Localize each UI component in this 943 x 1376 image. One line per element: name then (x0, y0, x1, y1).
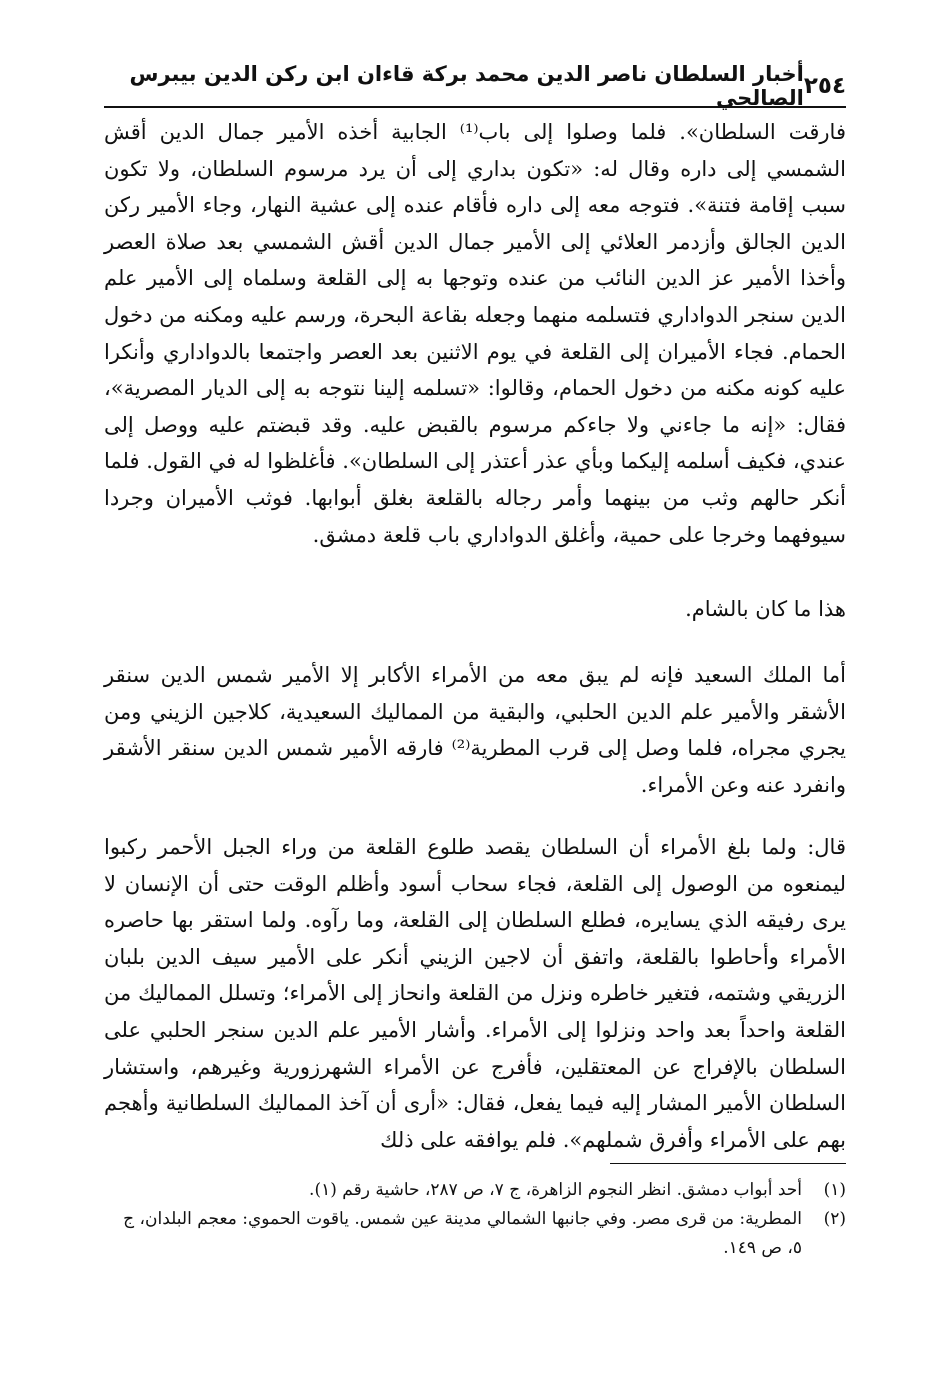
footnote (104, 1205, 846, 1263)
footnotes (104, 1176, 846, 1263)
footnote-marker: (٢) (823, 1209, 846, 1229)
running-header (104, 62, 846, 110)
footnote-separator (610, 1163, 846, 1164)
paragraph: هذا ما كان بالشام. (685, 597, 846, 621)
running-title: أخبار السلطان ناصر الدين محمد بركة قاءان ابن ركن الدين بيبرس الصالحي (129, 62, 804, 110)
paragraph: أما الملك السعيد فإنه لم يبق معه من الأمراء الأكابر إلا الأمير شمس الدين سنقر الأشقر والأمير علم الدين الحلبي، والبقية من المماليك السعيدية، كلاجين الزيني ومن يجري مجراه، فلما وصل إلى قرب المطرية⁽²⁾ فارقه الأمير شمس الدين سنقر الأشقر وانفرد عنه وعن الأمراء. (104, 663, 846, 797)
footnote-marker: (١) (823, 1180, 846, 1200)
body-text (104, 114, 846, 1158)
footnote (104, 1176, 846, 1205)
footnote-text: أحد أبواب دمشق. انظر النجوم الزاهرة، ج ٧، ص ٢٨٧، حاشية رقم (١). (309, 1180, 802, 1200)
paragraph: قال: ولما بلغ الأمراء أن السلطان يقصد طلوع القلعة من وراء الجبل الأحمر ركبوا ليمنعوه من الوصول إلى القلعة، فجاء سحاب أسود وأظلم الوقت حتى أن الإنسان لا يرى رفيقه الذي يسايره، فطلع السلطان إلى القلعة، وما رآوه. ولما استقر بها حاصره الأمراء وأحاطوا بالقلعة، واتفق أن لاجين الزيني أنكر على الأمير سيف الدين بلبان الزريقي وشتمه، فتغير خاطره ونزل من القلعة وانحاز إلى الأمراء؛ وتسلل المماليك من القلعة واحداً بعد واحد ونزلوا إلى الأمراء. وأشار الأمير علم الدين سنجر الحلبي على السلطان بالإفراج عن المعتقلين، فأفرج عن الأمراء الشهرزورية وغيرهم، واستشار السلطان الأمير المشار إليه فيما يفعل، فقال: «أرى أن آخذ المماليك السلطانية وأهجم بهم على الأمراء وأفرق شملهم». فلم يوافقه على ذلك (104, 835, 846, 1152)
page-number: ٢٥٤ (803, 73, 846, 99)
paragraph: فارقت السلطان». فلما وصلوا إلى باب⁽¹⁾ الجابية أخذه الأمير جمال الدين أقش الشمسي إلى داره وقال له: «تكون بداري إلى أن يرد مرسوم السلطان، ولا تكون سبب إقامة فتنة». فتوجه معه إلى داره فأقام عنده إلى عشية النهار، وجاء الأمير ركن الدين الجالق وأزدمر العلائي إلى الأمير جمال الدين أقش الشمسي بعد صلاة العصر وأخذا الأمير عز الدين النائب من عنده وتوجها به إلى القلعة وسلماه إلى الأمير علم الدين سنجر الدواداري فتسلمه منهما وجعله بقاعة البحرة، ورسم عليه ومكنه من دخول الحمام. فجاء الأميران إلى القلعة في يوم الاثنين بعد العصر واجتمعا بالدواداري وأنكرا عليه كونه مكنه من دخول الحمام، وقالوا: «تسلمه إلينا نتوجه به إلى الديار المصرية»، فقال: «إنه ما جاءني ولا جاءكم مرسوم بالقبض عليه. وقد قبضتم عليه ووصل إلى عندي، فكيف أسلمه إليكما وبأي عذر أعتذر إلى السلطان». فأغلظوا له في القول. فلما أنكر حالهم وثب من بينهما وأمر رجاله بالقلعة بغلق أبوابها. فوثب الأميران وجردا سيوفهما وخرجا على حمية، وأغلق الدواداري باب قلعة دمشق. (104, 120, 846, 547)
footnote-text: المطرية: من قرى مصر. وفي جانبها الشمالي مدينة عين شمس. ياقوت الحموي: معجم البلدان، ج ٥، ص ١٤٩. (123, 1209, 802, 1258)
